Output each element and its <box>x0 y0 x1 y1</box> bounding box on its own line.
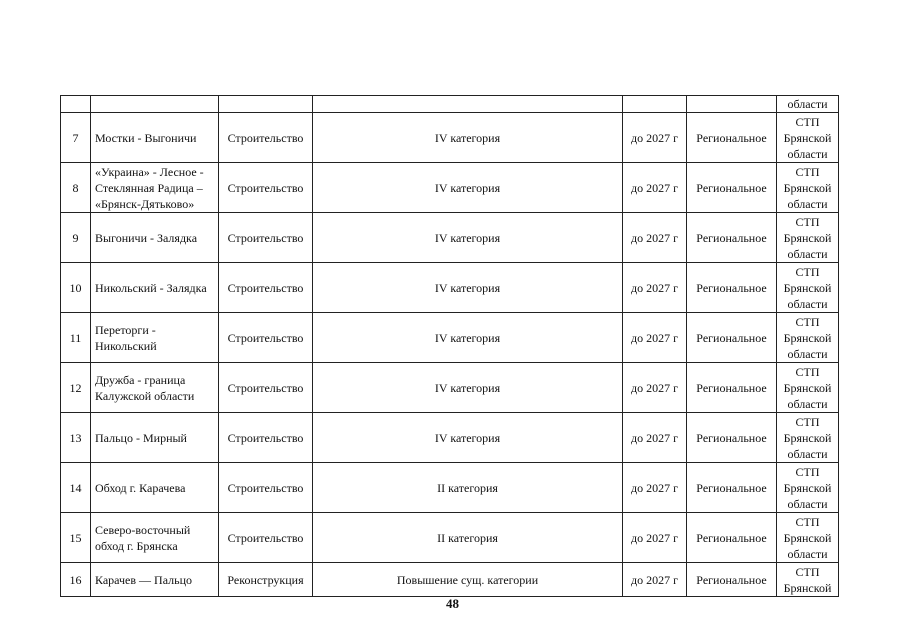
cell-num: 13 <box>61 413 91 463</box>
cell-year: до 2027 г <box>623 413 687 463</box>
cell-category: IV категория <box>313 213 623 263</box>
cell-category: II категория <box>313 513 623 563</box>
cell-year: до 2027 г <box>623 313 687 363</box>
cell-category: II категория <box>313 463 623 513</box>
cell-year: до 2027 г <box>623 113 687 163</box>
cell-level: Региональное <box>687 513 777 563</box>
cell-name: Обход г. Карачева <box>91 463 219 513</box>
cell-year: до 2027 г <box>623 563 687 597</box>
cell-category: IV категория <box>313 163 623 213</box>
cell-org: СТП Брянской области <box>777 463 839 513</box>
cell-num <box>61 96 91 113</box>
cell-name: Дружба - граница Калужской области <box>91 363 219 413</box>
cell-org: СТП Брянской области <box>777 413 839 463</box>
cell-year <box>623 96 687 113</box>
cell-num: 11 <box>61 313 91 363</box>
cell-category: IV категория <box>313 363 623 413</box>
cell-work <box>219 96 313 113</box>
table-body <box>61 96 839 597</box>
cell-work: Строительство <box>219 463 313 513</box>
cell-year: до 2027 г <box>623 513 687 563</box>
cell-work: Строительство <box>219 513 313 563</box>
cell-org: СТП Брянской области <box>777 313 839 363</box>
cell-work: Реконструкция <box>219 563 313 597</box>
cell-name: Никольский - Залядка <box>91 263 219 313</box>
cell-num: 10 <box>61 263 91 313</box>
cell-year: до 2027 г <box>623 463 687 513</box>
cell-level: Региональное <box>687 313 777 363</box>
cell-category: Повышение сущ. категории <box>313 563 623 597</box>
cell-name: Мостки - Выгоничи <box>91 113 219 163</box>
table-row <box>61 263 839 313</box>
cell-org: СТП Брянской области <box>777 163 839 213</box>
table-row <box>61 463 839 513</box>
cell-level: Региональное <box>687 413 777 463</box>
cell-name: Выгоничи - Залядка <box>91 213 219 263</box>
cell-level: Региональное <box>687 163 777 213</box>
cell-work: Строительство <box>219 163 313 213</box>
cell-num: 15 <box>61 513 91 563</box>
cell-category: IV категория <box>313 113 623 163</box>
cell-category <box>313 96 623 113</box>
cell-year: до 2027 г <box>623 263 687 313</box>
cell-work: Строительство <box>219 363 313 413</box>
cell-org: СТП Брянской <box>777 563 839 597</box>
table-row <box>61 213 839 263</box>
table-row-continued <box>61 96 839 113</box>
cell-name: Карачев — Пальцо <box>91 563 219 597</box>
cell-level: Региональное <box>687 563 777 597</box>
cell-org: СТП Брянской области <box>777 263 839 313</box>
cell-name <box>91 96 219 113</box>
cell-level: Региональное <box>687 263 777 313</box>
cell-org: СТП Брянской области <box>777 513 839 563</box>
cell-level: Региональное <box>687 113 777 163</box>
table-row <box>61 113 839 163</box>
table-row <box>61 313 839 363</box>
cell-work: Строительство <box>219 413 313 463</box>
cell-category: IV категория <box>313 263 623 313</box>
cell-work: Строительство <box>219 113 313 163</box>
cell-num: 14 <box>61 463 91 513</box>
cell-level: Региональное <box>687 213 777 263</box>
cell-level: Региональное <box>687 463 777 513</box>
cell-work: Строительство <box>219 263 313 313</box>
cell-org: СТП Брянской области <box>777 363 839 413</box>
cell-name: «Украина» - Лесное - Стеклянная Радица – «Брянск-Дятьково» <box>91 163 219 213</box>
cell-org: СТП Брянской области <box>777 213 839 263</box>
table-row-last <box>61 563 839 597</box>
cell-num: 8 <box>61 163 91 213</box>
cell-org: области <box>777 96 839 113</box>
cell-num: 7 <box>61 113 91 163</box>
cell-org: СТП Брянской области <box>777 113 839 163</box>
cell-level: Региональное <box>687 363 777 413</box>
cell-category: IV категория <box>313 313 623 363</box>
cell-name: Пальцо - Мирный <box>91 413 219 463</box>
cell-num: 9 <box>61 213 91 263</box>
cell-name: Северо-восточный обход г. Брянска <box>91 513 219 563</box>
table-row <box>61 363 839 413</box>
cell-work: Строительство <box>219 313 313 363</box>
cell-num: 12 <box>61 363 91 413</box>
table-row <box>61 163 839 213</box>
roads-table <box>60 95 839 597</box>
cell-work: Строительство <box>219 213 313 263</box>
cell-num: 16 <box>61 563 91 597</box>
cell-name: Переторги - Никольский <box>91 313 219 363</box>
cell-year: до 2027 г <box>623 163 687 213</box>
table-row <box>61 513 839 563</box>
cell-category: IV категория <box>313 413 623 463</box>
page-number: 48 <box>446 596 459 611</box>
cell-level <box>687 96 777 113</box>
table-row <box>61 413 839 463</box>
cell-year: до 2027 г <box>623 213 687 263</box>
cell-year: до 2027 г <box>623 363 687 413</box>
